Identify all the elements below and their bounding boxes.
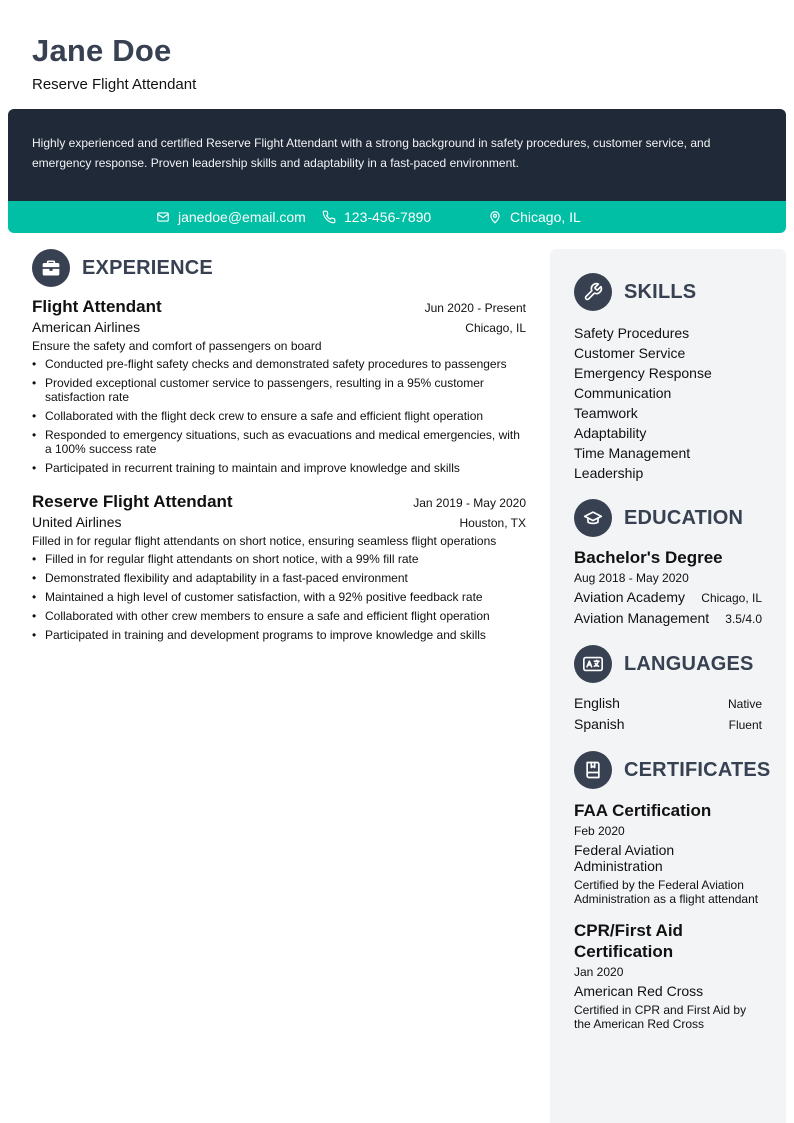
phone-icon	[322, 210, 336, 224]
language-name: Spanish	[574, 716, 625, 732]
certificate-date: Feb 2020	[574, 824, 625, 838]
language-name: English	[574, 695, 620, 711]
job-bullet: • Responded to emergency situations, such as evacuations and medical emergencies, with a 100% success rate	[32, 428, 526, 456]
job-dates: Jan 2019 - May 2020	[413, 496, 526, 510]
skill-item: Emergency Response	[574, 365, 712, 381]
skills-list	[574, 323, 762, 483]
map-pin-icon	[488, 210, 502, 224]
job-entry	[32, 492, 526, 642]
degree-name: Bachelor's Degree	[574, 548, 723, 567]
language-level: Fluent	[728, 718, 762, 732]
school-location: Chicago, IL	[701, 591, 762, 605]
contact-email-text: janedoe@email.com	[178, 209, 306, 225]
certificate-issuer: American Red Cross	[574, 983, 704, 999]
wrench-icon	[574, 273, 612, 311]
contact-location	[488, 201, 581, 233]
certificate-book-icon	[574, 751, 612, 789]
job-entry	[32, 297, 526, 475]
school-name: Aviation Academy	[574, 589, 686, 605]
certificate-issuer: Federal Aviation Administration	[574, 842, 675, 874]
resume-header	[32, 33, 196, 93]
sidebar	[550, 249, 786, 1123]
job-bullet: • Demonstrated flexibility and adaptability in a fast-paced environment	[32, 571, 526, 585]
candidate-title: Reserve Flight Attendant	[32, 76, 197, 93]
certificate-date: Jan 2020	[574, 965, 624, 979]
candidate-name: Jane Doe	[32, 33, 172, 68]
contact-email[interactable]	[156, 201, 306, 233]
job-bullet: • Filled in for regular flight attendants on short notice, with a 99% fill rate	[32, 552, 526, 566]
language-item	[574, 714, 762, 735]
skill-item: Communication	[574, 385, 672, 401]
gpa: 3.5/4.0	[725, 612, 762, 626]
skill-item: Customer Service	[574, 345, 686, 361]
language-level: Native	[727, 697, 762, 711]
job-description: Filled in for regular flight attendants on short notice, ensuring seamless flight operations	[32, 534, 497, 548]
contact-phone[interactable]	[322, 201, 431, 233]
skills-section-header	[574, 273, 762, 311]
skill-item: Time Management	[574, 445, 691, 461]
job-location: Houston, TX	[459, 516, 526, 530]
education-section	[574, 499, 762, 629]
certificate-title: FAA Certification	[574, 801, 712, 820]
certificate-entry	[574, 800, 762, 906]
job-bullet: • Conducted pre-flight safety checks and demonstrated safety procedures to passengers	[32, 357, 526, 371]
languages-heading: LANGUAGES	[624, 652, 754, 675]
skill-item: Adaptability	[574, 425, 647, 441]
certificate-description: Certified by the Federal Aviation Administration as a flight attendant	[574, 878, 759, 906]
skills-heading: SKILLS	[624, 280, 697, 303]
graduation-cap-icon	[574, 499, 612, 537]
certificates-section	[574, 751, 771, 1031]
summary-banner	[8, 109, 786, 201]
experience-heading: EXPERIENCE	[82, 256, 213, 279]
contact-phone-text: 123-456-7890	[344, 209, 432, 225]
job-bullets	[32, 552, 526, 642]
job-bullet: • Participated in training and development programs to improve knowledge and skills	[32, 628, 526, 642]
education-dates: Aug 2018 - May 2020	[574, 571, 689, 585]
main-column	[32, 249, 526, 647]
job-company: American Airlines	[32, 319, 141, 335]
languages-section	[574, 645, 762, 735]
contact-bar	[8, 201, 786, 233]
certificate-title: CPR/First Aid Certification	[574, 921, 683, 961]
education-section-header	[574, 499, 762, 537]
job-location: Chicago, IL	[465, 321, 526, 335]
briefcase-icon	[32, 249, 70, 287]
mail-icon	[156, 210, 170, 224]
contact-location-text: Chicago, IL	[510, 209, 581, 225]
skill-item: Teamwork	[574, 405, 638, 421]
translate-icon	[574, 645, 612, 683]
language-item	[574, 693, 762, 714]
job-bullet: • Participated in recurrent training to maintain and improve knowledge and skills	[32, 461, 526, 475]
summary-text: Highly experienced and certified Reserve Flight Attendant with a strong background in safety procedures, customer service, and emergency response. Proven leadership skills and adaptability in a fast-paced environment.	[32, 136, 711, 170]
skills-section	[574, 273, 762, 483]
experience-section-header	[32, 249, 526, 287]
job-bullet: • Provided exceptional customer service to passengers, resulting in a 95% customer satisfaction rate	[32, 376, 526, 404]
job-bullet: • Collaborated with the flight deck crew to ensure a safe and efficient flight operation	[32, 409, 526, 423]
skill-item: Leadership	[574, 465, 644, 481]
education-heading: EDUCATION	[624, 506, 744, 529]
job-title: Flight Attendant	[32, 297, 162, 316]
field-of-study: Aviation Management	[574, 610, 710, 626]
certificates-section-header	[574, 751, 771, 789]
job-company: United Airlines	[32, 514, 122, 530]
languages-section-header	[574, 645, 762, 683]
certificates-heading: CERTIFICATES	[624, 758, 771, 781]
skill-item: Safety Procedures	[574, 325, 690, 341]
job-title: Reserve Flight Attendant	[32, 492, 233, 511]
job-bullet: • Collaborated with other crew members to ensure a safe and efficient flight operation	[32, 609, 526, 623]
certificate-entry	[574, 920, 762, 1031]
job-bullet: • Maintained a high level of customer satisfaction, with a 92% positive feedback rate	[32, 590, 526, 604]
job-bullets	[32, 357, 526, 475]
job-description: Ensure the safety and comfort of passengers on board	[32, 339, 322, 353]
job-dates: Jun 2020 - Present	[424, 301, 526, 315]
certificate-description: Certified in CPR and First Aid by the American Red Cross	[574, 1003, 747, 1031]
